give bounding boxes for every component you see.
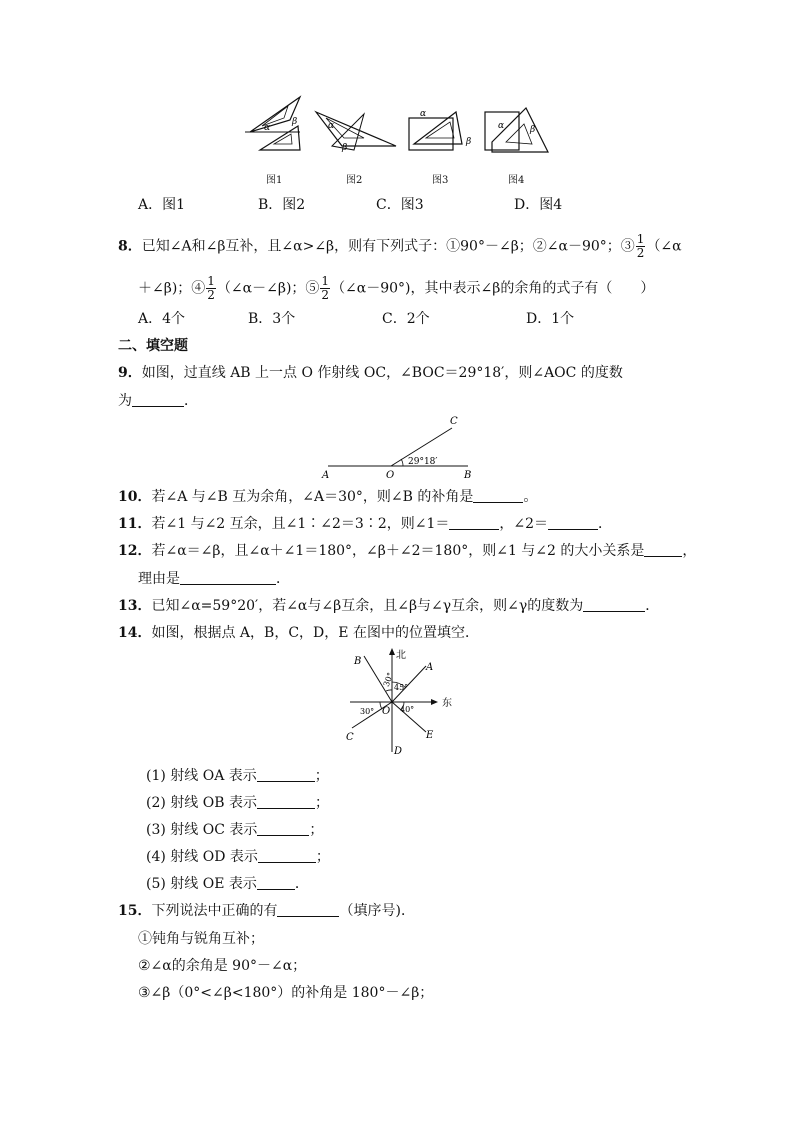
q10-line: 10．若∠A 与∠B 互为余角，∠A＝30°，则∠B 的补角是 。 — [118, 489, 538, 505]
q14-item-1: (1) 射线 OA 表示 ； — [146, 768, 329, 784]
east-label: 东 — [442, 698, 452, 709]
figure-caption-1: 图1 — [266, 175, 283, 186]
point-b-label: B — [354, 656, 362, 667]
answer-blank — [258, 848, 316, 863]
q7-option-a: A．图1 — [138, 197, 186, 213]
beta-label: β — [530, 125, 536, 135]
q8-option-a: A．4个 — [138, 311, 186, 327]
q8-option-c: C．2个 — [382, 311, 430, 327]
angle-label: 45° — [394, 683, 409, 692]
q15-item-2: ②∠α的余角是 90°－∠α； — [138, 958, 307, 974]
angle-label: 29°18′ — [408, 457, 438, 467]
q7-option-c: C．图3 — [376, 197, 424, 213]
answer-blank — [257, 875, 295, 890]
answer-blank — [644, 542, 682, 557]
answer-blank — [277, 902, 339, 917]
q12-line1: 12．若∠α＝∠β，且∠α＋∠1＝180°，∠β＋∠2＝180°，则∠1 与∠2 的大小关系是 ， — [118, 543, 697, 559]
q14-item-5: (5) 射线 OE 表示 ． — [146, 876, 309, 892]
q8-option-b: B．3个 — [248, 311, 296, 327]
q15-line: 15．下列说法中正确的有 （填序号)． — [118, 903, 415, 919]
answer-blank — [548, 515, 598, 530]
q9-line2: 为 ． — [118, 393, 198, 409]
angle-label: 40° — [400, 705, 415, 714]
q14-item-4: (4) 射线 OD 表示 ； — [146, 849, 330, 865]
fraction: $\frac{1}{2}$ — [321, 274, 330, 302]
section-heading: 二、填空题 — [118, 338, 188, 354]
q8-line2: ＋∠β)；④ $\frac{1}{2}$ （∠α－∠β)；⑤ $\frac{1}{2}$ （∠α－90°)，其中表示∠β的余角的式子有（ ） — [138, 274, 655, 302]
alpha-label: α — [328, 121, 335, 131]
fraction: $\frac{1}{2}$ — [207, 274, 215, 302]
point-e-label: E — [426, 730, 434, 741]
figure-caption-2: 图2 — [346, 175, 363, 186]
figure-1 — [240, 92, 310, 162]
point-o-label: O — [386, 470, 395, 481]
answer-blank — [449, 515, 499, 530]
alpha-label: α — [420, 109, 427, 119]
q15-item-1: ①钝角与锐角互补； — [138, 931, 264, 947]
point-o-label: O — [382, 706, 391, 717]
q7-option-b: B．图2 — [258, 197, 306, 213]
beta-label: β — [466, 137, 472, 147]
figure-caption-4: 图4 — [508, 175, 525, 186]
point-a-label: A — [426, 662, 434, 673]
q14-direction-figure — [338, 646, 458, 758]
beta-label: β — [342, 143, 348, 153]
q7-option-d: D．图4 — [514, 197, 563, 213]
angle-label: 30° — [360, 707, 375, 716]
point-b-label: B — [464, 470, 472, 481]
q13-line: 13．已知∠α=59°20′，若∠α与∠β互余，且∠β与∠γ互余，则∠γ的度数为 ． — [118, 598, 660, 614]
point-c-label: C — [450, 416, 458, 427]
q9-angle-figure — [318, 414, 478, 484]
q8-line1: 8．已知∠A和∠β互补，且∠α>∠β，则有下列式子：①90°－∠β；②∠α－90°；③ $\frac{1}{2}$ （∠α — [118, 232, 682, 260]
answer-blank — [180, 570, 276, 585]
q8-option-d: D．1个 — [526, 311, 575, 327]
figure-2 — [314, 106, 399, 156]
beta-label: β — [292, 117, 298, 127]
q12-line2: 理由是 ． — [138, 571, 290, 587]
point-c-label: C — [346, 732, 354, 743]
q9-line1: 9．如图，过直线 AB 上一点 O 作射线 OC，∠BOC＝29°18′，则∠AOC 的度数 — [118, 365, 623, 381]
q11-line: 11．若∠1 与∠2 互余，且∠1∶∠2＝3∶2，则∠1＝ ，∠2＝ ． — [118, 516, 613, 532]
alpha-label: α — [264, 123, 271, 133]
figure-4 — [482, 104, 552, 154]
point-d-label: D — [394, 746, 403, 757]
q15-item-3: ③∠β（0°<∠β<180°）的补角是 180°－∠β； — [138, 985, 434, 1001]
point-a-label: A — [322, 470, 330, 481]
answer-blank — [257, 821, 309, 836]
answer-blank — [473, 488, 523, 503]
north-label: 北 — [396, 650, 406, 661]
fraction: $\frac{1}{2}$ — [636, 232, 645, 260]
q14-line: 14．如图，根据点 A，B，C，D，E 在图中的位置填空． — [118, 625, 479, 641]
answer-blank — [583, 597, 645, 612]
alpha-label: α — [498, 121, 505, 131]
answer-blank — [257, 794, 315, 809]
q14-item-3: (3) 射线 OC 表示 ； — [146, 822, 324, 838]
figure-3 — [406, 104, 476, 154]
q14-item-2: (2) 射线 OB 表示 ； — [146, 795, 329, 811]
figure-caption-3: 图3 — [432, 175, 449, 186]
answer-blank — [257, 767, 315, 782]
angle-label: 30° — [381, 671, 396, 688]
answer-blank — [132, 392, 184, 407]
